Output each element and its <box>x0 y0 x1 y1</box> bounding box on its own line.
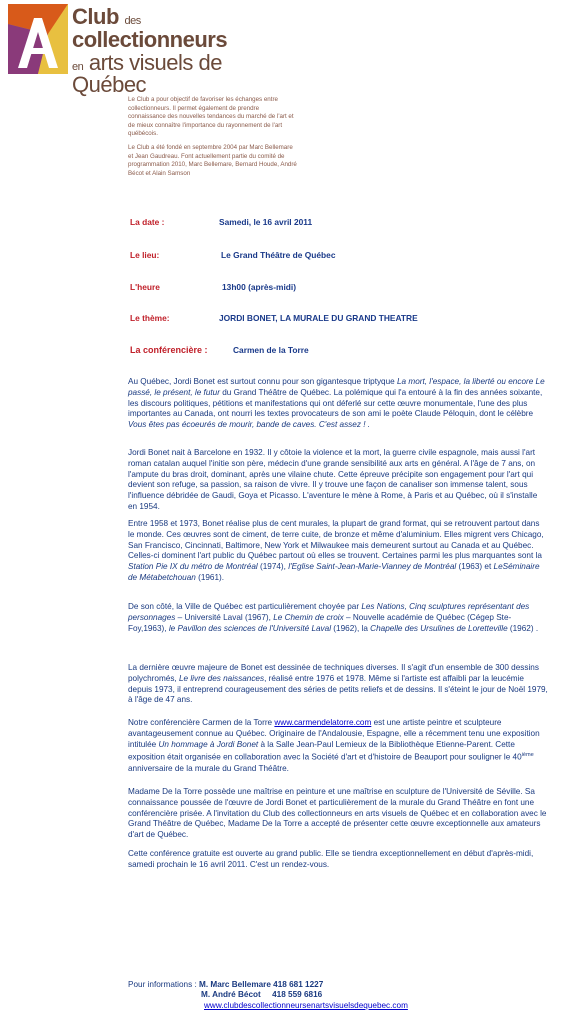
p4-text-e: – Nouvelle académie de Québec (Cégep Ste-Foy,1963), <box>128 612 512 633</box>
hour-label: L'heure <box>130 282 160 292</box>
p7-text: Madame De la Torre possède une maîtrise en peinture et une maîtrise en sculpture de l'Université de Séville. Sa connaissance poussée de l'œuvre de Jordi Bonet et particulièrement de la murale du Grand Théâtre en font une conférencière prisée. A l'invitation du Club des collectionneurs en arts visuels de Québec et en collaboration avec le Grand Théâtre de Québec, Madame De la Torre a accepté de présenter cette œuvre exceptionnelle aux amateurs d'art de Québec. <box>128 787 547 840</box>
place-value: Le Grand Théâtre de Québec <box>221 250 336 260</box>
p5-text-a: La dernière œuvre majeure de Bonet est dessinée de techniques diverses. Il s'agit d'un ensemble de 300 dessins polychromés, <box>128 663 539 683</box>
p4-work-3: le Pavillon des sciences de l'Université Laval <box>168 623 332 633</box>
paragraph-last-work <box>128 663 548 706</box>
p5-work: Le livre des naissances <box>178 673 265 683</box>
p3-text-e: (1963) et <box>456 562 494 572</box>
p5-text-c: , réalisé entre 1976 et 1978. Même si l'artiste est affaibli par la leucémie depuis 1973, il entreprend courageusement des séries de petits reliefs et de dessins. Il s'éteint le jour de Noël 1979, à l'âge de 47 ans. <box>128 673 548 705</box>
logo-line1: Club <box>72 4 119 29</box>
p6-text-e: anniversaire de la murale du Grand Théâtre. <box>128 763 289 773</box>
paragraph-free-conference <box>128 849 548 871</box>
contact-line-1: M. Marc Bellemare 418 681 1227 <box>199 980 324 989</box>
paragraph-bonet-intro <box>128 377 548 431</box>
logo-line3: arts visuels de Québec <box>72 50 222 97</box>
p1-text-c: du Grand Théâtre de Québec. La polémique qui l'a entouré à la fin des années soixante, les discours politiques, pétitions et manifestations qui ont déferlé sur cette œuvre monumentale, l'une des plus importantes au Canada, ont nourri les textes provocateurs de son ami le poète Claude Péloquin, dont le célèbre <box>128 387 543 419</box>
p4-work-4: Chapelle des Ursulines de Loretteville <box>370 623 508 633</box>
club-logo <box>8 4 266 97</box>
intro-paragraph-2: Le Club a été fondé en septembre 2004 par Marc Bellemare et Jean Gaudreau. Font actuellement partie du comité de programmation 2010, Marc Bellemare, Bernard Houde, André Bécot et Alain Samson <box>128 143 297 177</box>
p6-superscript: ième <box>521 752 534 759</box>
p4-work-2: Le Chemin de croix <box>273 612 344 622</box>
intro-block <box>128 96 298 178</box>
date-label: La date : <box>130 217 165 227</box>
p4-text-i: (1962) . <box>507 623 539 633</box>
p2-text: Jordi Bonet nait à Barcelone en 1932. Il y côtoie la violence et la mort, la guerre civile espagnole, mais aussi l'art roman catalan auquel l'initie son père, médecin d'une grande sensibilité aux arts en général. A l'âge de 7 ans, on l'ampute du bras droit, dominant, après une vilaine chute. Cette épreuve précipite son engagement pour l'art qui devient son refuge, sa passion, sa raison de vivre. Il y trouve une façon de canaliser son immense talent, sous l'influence débridée de Gaudi, Goya et Picasso. L'aventure le mène à Rome, à Paris et au Québec, où il s'installe en 1954. <box>128 448 538 511</box>
speaker-label: La conférencière : <box>130 345 208 355</box>
club-logo-text <box>72 6 266 96</box>
paragraph-speaker <box>128 718 548 775</box>
p4-text-g: (1962), la <box>331 623 371 633</box>
p1-triptych-title: La mort, l'espace, la liberté ou encore Le passé, le présent, le futur <box>128 377 545 397</box>
contact-line-2: M. André Bécot 418 559 6816 <box>201 990 323 1000</box>
logo-line1-small: des <box>124 15 141 27</box>
p4-work-1: Les Nations, Cinq sculptures représentant des personnages <box>128 602 530 622</box>
intro-paragraph-1: Le Club a pour objectif de favoriser les échanges entre collectionneurs. Il permet également de prendre connaissance des nouvelles tendances du marché de l'art et de mieux connaître l'importance du rayonnement de l'art québécois. <box>128 96 294 138</box>
logo-line2: collectionneurs <box>72 27 228 52</box>
speaker-website-link[interactable]: www.carmendelatorre.com <box>274 718 372 727</box>
club-website-link[interactable]: www.clubdescollectionneursenartsvisuelsdequebec.com <box>204 1000 408 1010</box>
paragraph-quebec-works <box>128 602 548 634</box>
p6-exhibition-title: Un hommage à Jordi Bonet <box>158 739 259 749</box>
contact-label: Pour informations : <box>128 980 199 989</box>
logo-line3-small: en <box>72 61 84 73</box>
contact-block <box>128 980 408 1011</box>
p4-text-a: De son côté, la Ville de Québec est particulièrement choyée par <box>128 602 362 611</box>
speaker-value: Carmen de la Torre <box>233 345 309 355</box>
place-label: Le lieu: <box>130 250 160 260</box>
p6-text-a: Notre conférencière Carmen de la Torre <box>128 718 275 727</box>
p4-text-c: – Université Laval (1967), <box>175 612 274 622</box>
club-logo-mark-icon <box>8 4 68 74</box>
p1-text-a: Au Québec, Jordi Bonet est surtout connu pour son gigantesque triptyque <box>128 377 397 386</box>
paragraph-murals <box>128 519 548 584</box>
p3-text-c: (1974), <box>257 562 289 572</box>
p3-text-g: (1961). <box>195 572 225 582</box>
p6-text-d: à la Salle Jean-Paul Lemieux de la Bibliothèque Etienne-Parent. Cette exposition était organisée en collaboration avec la Société d'art et d'histoire de Beauport pour souligner le 40 <box>128 739 522 763</box>
p3-text-a: Entre 1958 et 1973, Bonet réalise plus de cent murales, la plupart de grand format, qui se retrouvent partout dans le monde. Ces œuvres sont de ciment, de terre cuite, de bronze et même d'aluminium. Elles migrent vers Chicago, San Francisco, Cincinnati, Baltimore, New York et Milwaukee mais demeurent surtout au Canada et au Québec. Celles-ci dominent l'art public du Québec partout où elles se trouvent. Certaines parmi les plus marquantes sont la <box>128 519 544 561</box>
hour-value: 13h00 (après-midi) <box>222 282 297 292</box>
p3-work-2: l'Eglise Saint-Jean-Marie-Vianney de Montréal <box>288 562 457 572</box>
theme-label: Le thème: <box>130 313 170 323</box>
p6-text-b: est une artiste peintre et sculpteure avantageusement connue au Québec. Originaire de l'Andalousie, Espagne, elle a récemment tenu une exposition intitulée <box>128 718 540 749</box>
p1-quote: Vous êtes pas écoeurés de mourir, bande de caves. C'est assez ! . <box>128 420 371 430</box>
paragraph-speaker-credentials <box>128 787 548 841</box>
paragraph-bonet-biography <box>128 448 548 513</box>
p3-work-3: LeSéminaire de Métabetchouan <box>128 562 540 582</box>
theme-value: JORDI BONET, LA MURALE DU GRAND THEATRE <box>219 313 418 323</box>
p3-work-1: Station Pie IX du métro de Montréal <box>128 562 258 572</box>
date-value: Samedi, le 16 avril 2011 <box>219 217 313 227</box>
p8-text: Cette conférence gratuite est ouverte au grand public. Elle se tiendra exceptionnellement en début d'après-midi, samedi prochain le 16 avril 2011. C'est un rendez-vous. <box>128 849 534 869</box>
